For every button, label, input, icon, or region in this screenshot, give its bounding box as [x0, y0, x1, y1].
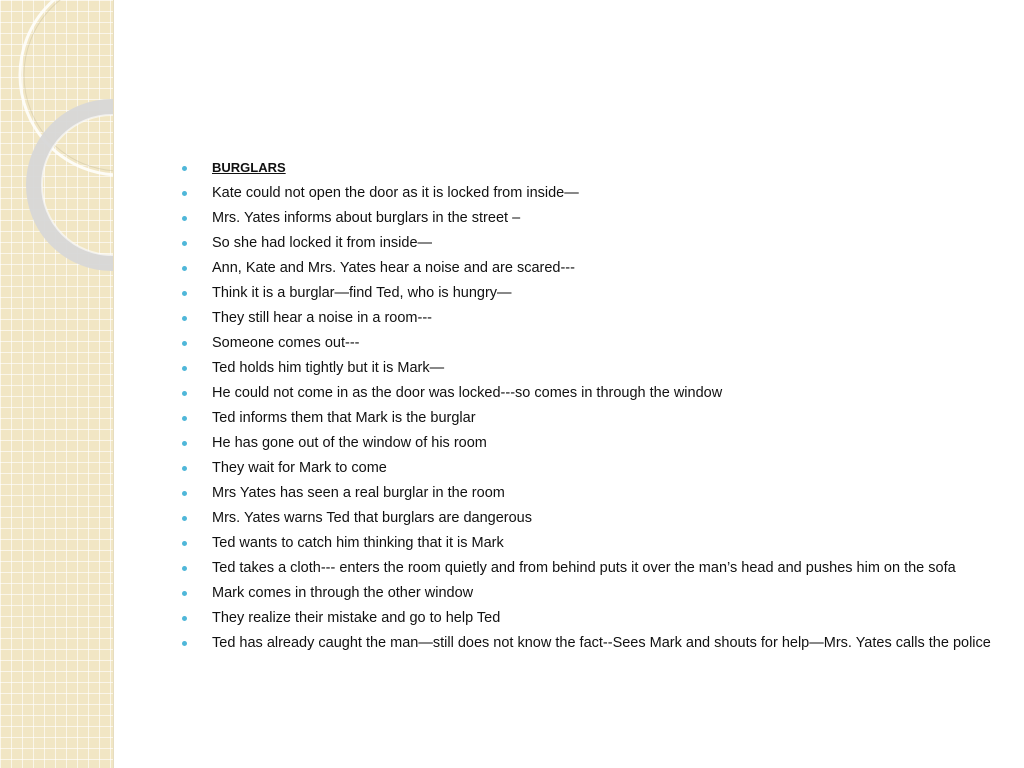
bullet-dot — [182, 391, 187, 396]
bullet-dot — [182, 566, 187, 571]
list-item — [182, 510, 1002, 526]
bullet-dot — [182, 191, 187, 196]
bullet-dot — [182, 166, 187, 171]
list-item — [182, 260, 1002, 276]
bullet-dot — [182, 291, 187, 296]
list-item — [182, 485, 1002, 501]
bullet-dot — [182, 491, 187, 496]
bullet-dot — [182, 316, 187, 321]
list-item — [182, 535, 1002, 551]
bullet-dot — [182, 541, 187, 546]
bullet-dot — [182, 341, 187, 346]
bullet-text: Mrs Yates has seen a real burglar in the room — [212, 485, 505, 501]
bullet-text: So she had locked it from inside— — [212, 235, 433, 251]
bullet-dot — [182, 266, 187, 271]
bullet-text: Ted informs them that Mark is the burglar — [212, 410, 476, 426]
bullet-dot — [182, 241, 187, 246]
bullet-text: He has gone out of the window of his room — [212, 435, 487, 451]
list-item — [182, 185, 1002, 201]
list-item — [182, 360, 1002, 376]
list-item — [182, 460, 1002, 476]
bullet-list — [182, 160, 1002, 651]
list-item — [182, 435, 1002, 451]
bullet-dot — [182, 216, 187, 221]
bullet-text: They wait for Mark to come — [212, 460, 387, 476]
list-item — [182, 235, 1002, 251]
slide-content — [182, 160, 1002, 660]
bullet-text: Mrs. Yates warns Ted that burglars are dangerous — [212, 510, 532, 526]
list-item — [182, 585, 1002, 601]
bullet-text: Ted takes a cloth--- enters the room quietly and from behind puts it over the man’s head and pushes him on the sofa — [212, 560, 956, 576]
bullet-text: BURGLARS — [212, 160, 286, 175]
bullet-text: Mark comes in through the other window — [212, 585, 474, 601]
list-item — [182, 335, 1002, 351]
bullet-dot — [182, 441, 187, 446]
bullet-dot — [182, 466, 187, 471]
bullet-text: Someone comes out--- — [212, 335, 360, 351]
bullet-text: Ann, Kate and Mrs. Yates hear a noise and are scared--- — [212, 260, 575, 276]
bullet-text: Think it is a burglar—find Ted, who is hungry— — [212, 285, 512, 301]
bullet-text: He could not come in as the door was locked---so comes in through the window — [212, 385, 723, 401]
list-item — [182, 410, 1002, 426]
bullet-text: They still hear a noise in a room--- — [212, 310, 432, 326]
bullet-text: They realize their mistake and go to help Ted — [212, 610, 501, 626]
list-item — [182, 560, 1002, 576]
bullet-text: Ted wants to catch him thinking that it is Mark — [212, 535, 504, 551]
bullet-dot — [182, 591, 187, 596]
list-item — [182, 210, 1002, 226]
bullet-dot — [182, 641, 187, 646]
bullet-text: Kate could not open the door as it is locked from inside— — [212, 185, 579, 201]
bullet-text: Ted has already caught the man—still does not know the fact--Sees Mark and shouts for help—Mrs. Yates calls the police — [212, 635, 991, 651]
list-item — [182, 385, 1002, 401]
bullet-dot — [182, 516, 187, 521]
list-item — [182, 310, 1002, 326]
list-item — [182, 285, 1002, 301]
bullet-text: Ted holds him tightly but it is Mark— — [212, 360, 445, 376]
decorative-side-band — [0, 0, 114, 768]
bullet-dot — [182, 616, 187, 621]
list-item — [182, 635, 1002, 651]
bullet-text: Mrs. Yates informs about burglars in the street – — [212, 210, 521, 226]
bullet-dot — [182, 366, 187, 371]
bullet-dot — [182, 416, 187, 421]
list-item-heading — [182, 160, 1002, 176]
list-item — [182, 610, 1002, 626]
